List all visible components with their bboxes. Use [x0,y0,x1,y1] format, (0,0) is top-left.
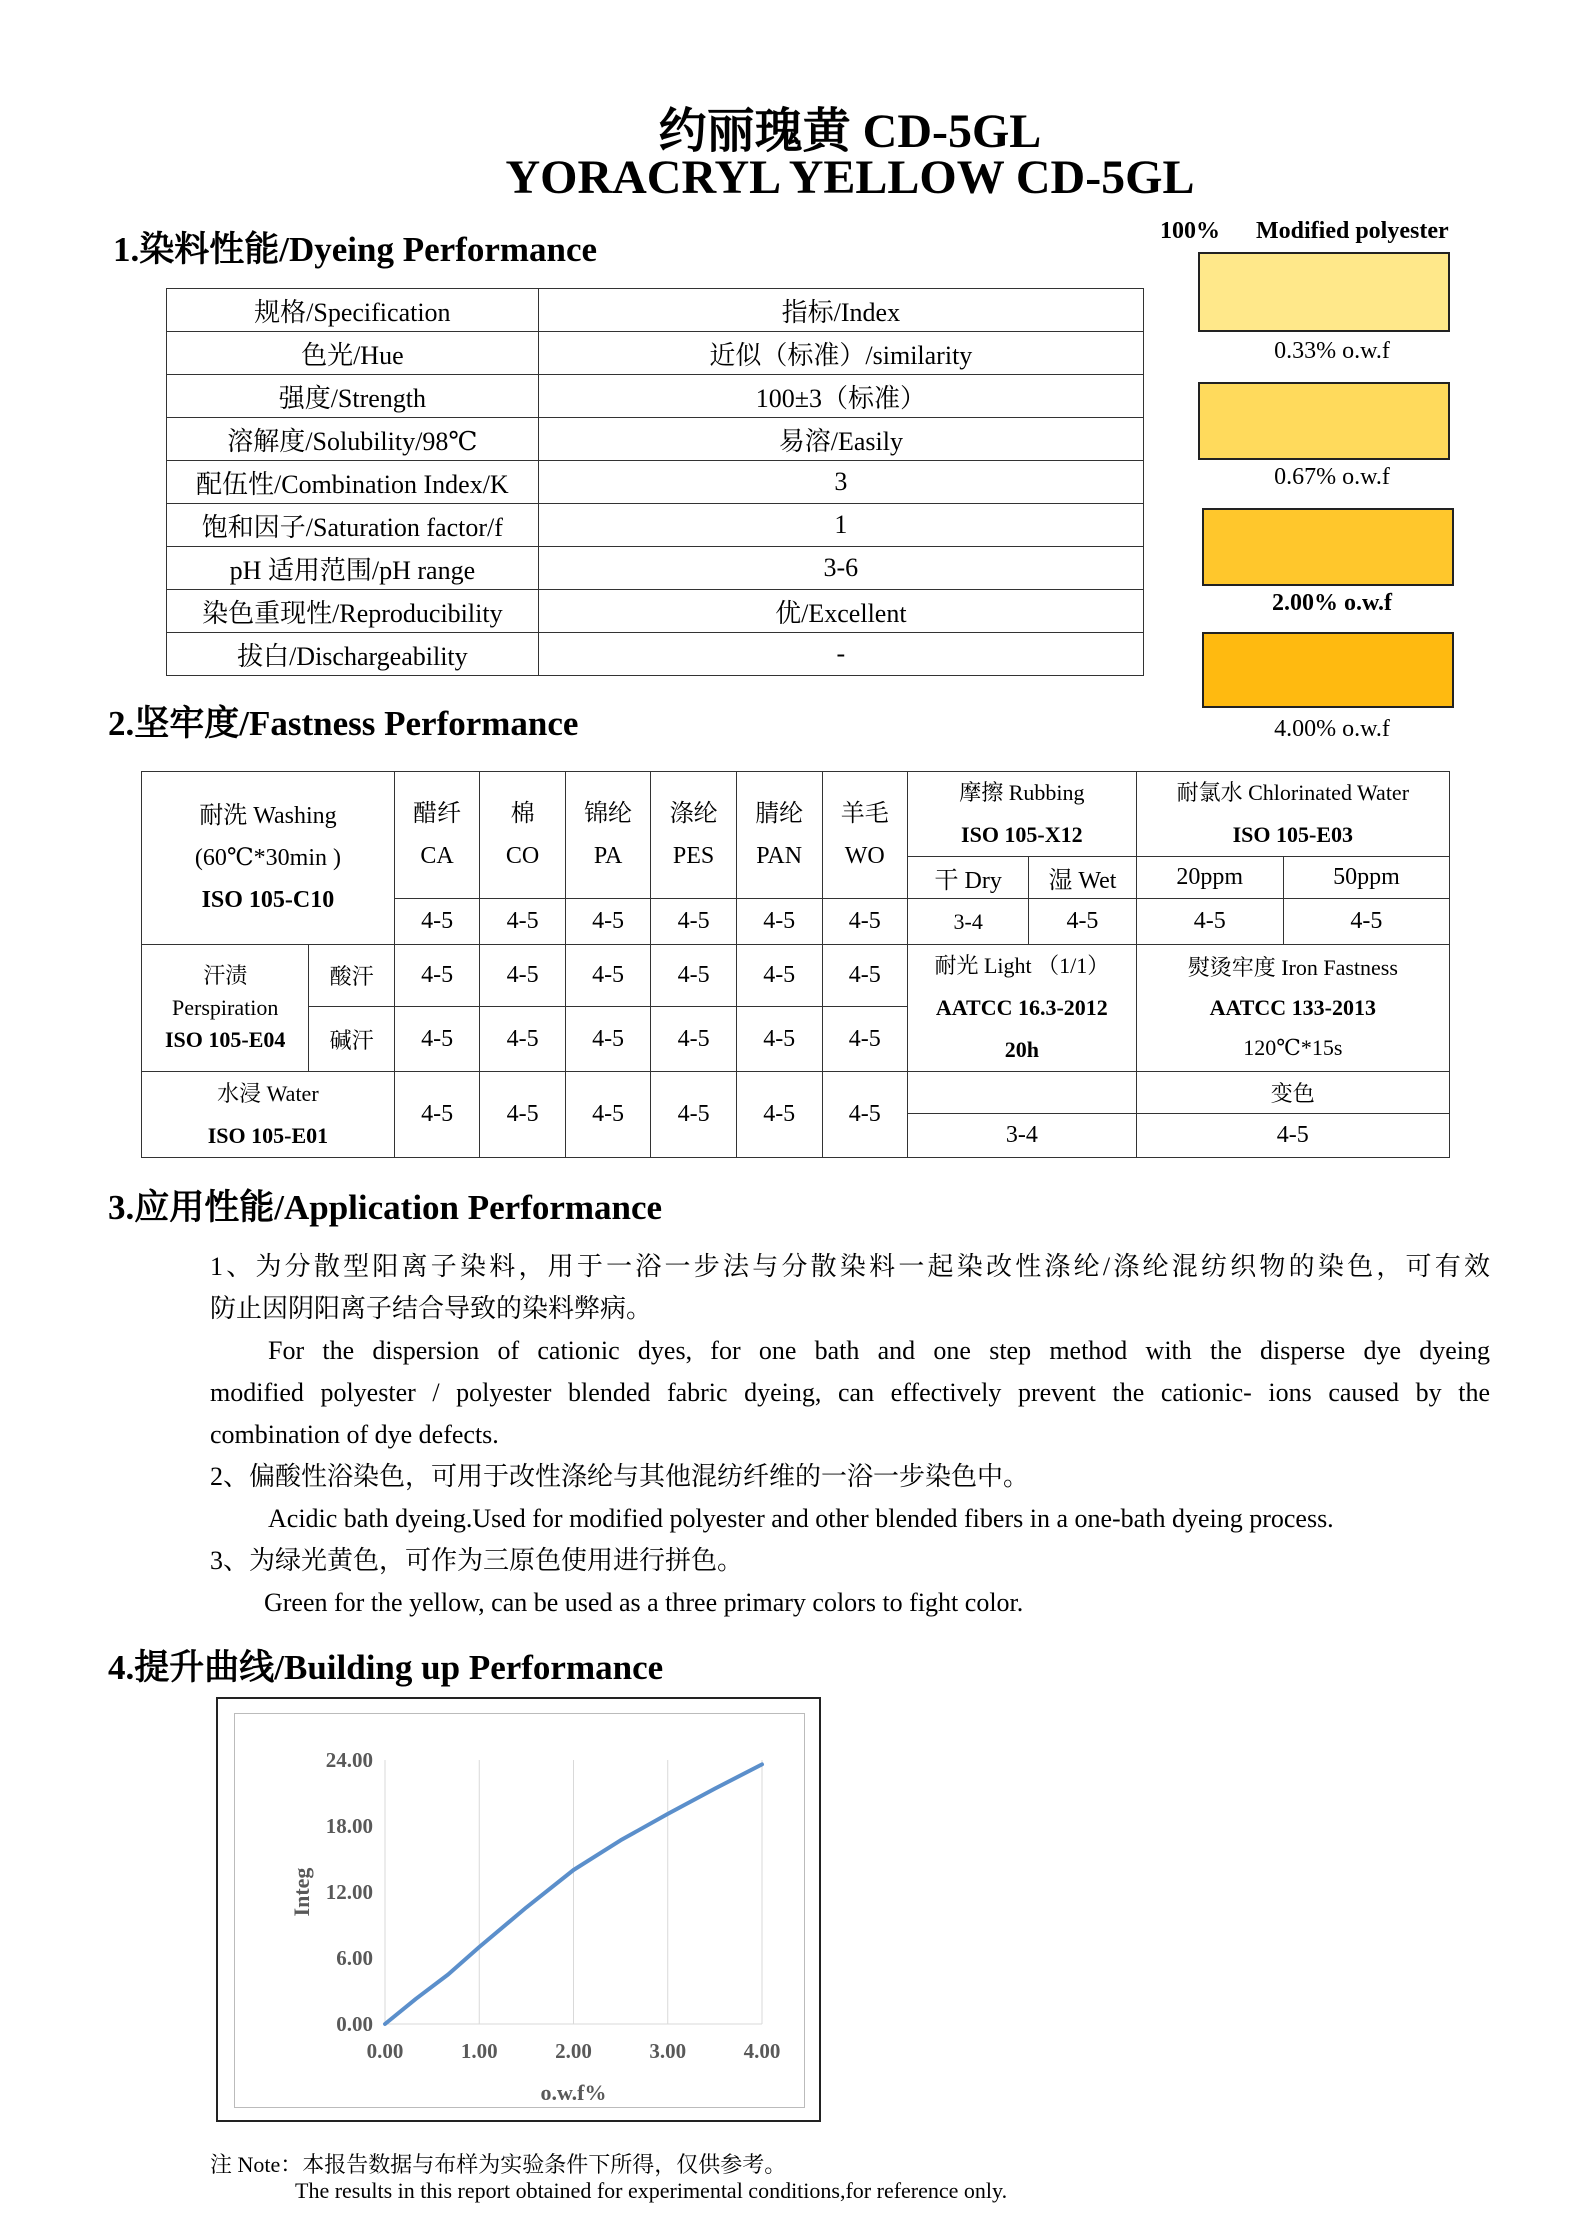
perspiration-standard: ISO 105-E04 [165,1027,286,1052]
swatch-label: 0.33% o.w.f [1274,338,1390,364]
perspiration-label-en: Perspiration [172,995,279,1020]
table-row [167,418,1144,461]
rubbing-standard: ISO 105-X12 [961,822,1083,847]
iron-value: 4-5 [1136,1114,1449,1158]
washing-condition: (60℃*30min ) [194,845,341,871]
x-axis-label: o.w.f% [540,2080,607,2105]
fiber-cn: 涤纶 [669,801,718,827]
chlorinated-50ppm-value: 4-5 [1283,899,1449,945]
table-row [167,332,1144,375]
table-row [167,504,1144,547]
chlorinated-header [1136,772,1449,857]
rubbing-wet-label: 湿 Wet [1029,857,1136,899]
title-en: YORACRYL YELLOW CD-5GL [505,151,1195,204]
table-cell: - [538,633,1143,676]
swatch-header-pct: 100% [1160,218,1220,244]
fiber-cn: 醋纤 [413,801,462,827]
washing-label: 耐洗 Washing [199,803,337,829]
fiber-en: PA [593,843,623,869]
table-cell: 色光/Hue [167,332,539,375]
table-cell: pH 适用范围/pH range [167,547,539,590]
table-cell: 拔白/Dischargeability [167,633,539,676]
y-tick-label: 6.00 [336,1946,373,1970]
fiber-en: PES [672,843,715,869]
alkali-label: 碱汗 [309,1007,394,1072]
alkali-value: 4-5 [822,1007,908,1072]
app-p3-cn: 3、为绿光黄色，可作为三原色使用进行拼色。 [210,1546,744,1575]
water-value: 4-5 [394,1072,480,1158]
app-p1-cn-line2: 防止因阴阳离子结合导致的染料弊病。 [210,1294,653,1323]
water-value: 4-5 [651,1072,737,1158]
fiber-header [394,772,480,899]
washing-value: 4-5 [394,899,480,945]
table-cell: 100±3（标准） [538,375,1143,418]
water-value: 4-5 [736,1072,822,1158]
iron-label: 熨烫牢度 Iron Fastness [1187,955,1398,980]
water-label-cell [142,1072,395,1158]
acid-value: 4-5 [651,945,737,1007]
washing-label-cell [142,772,395,945]
section-1-heading: 1.染料性能/Dyeing Performance [113,230,598,269]
chart-plot-area [234,1713,805,2108]
alkali-value: 4-5 [651,1007,737,1072]
note-en: The results in this report obtained for experimental conditions,for reference only. [295,2178,1008,2203]
color-swatch [1202,508,1454,586]
perspiration-label-cn: 汗渍 [203,963,248,988]
y-tick-label: 12.00 [325,1880,373,1904]
iron-standard: AATCC 133-2013 [1209,995,1377,1020]
rubbing-header [908,772,1137,857]
table-row [167,461,1144,504]
rubbing-dry-value: 3-4 [908,899,1029,945]
fiber-cn: 羊毛 [840,801,889,827]
chlorinated-50ppm-label: 50ppm [1283,857,1449,899]
table-cell: 易溶/Easily [538,418,1143,461]
table-cell: 3 [538,461,1143,504]
light-standard: AATCC 16.3-2012 [935,995,1108,1020]
light-spacer [908,1072,1137,1114]
table-header-cell: 规格/Specification [167,289,539,332]
building-up-chart [235,1714,804,2107]
y-tick-label: 0.00 [336,2012,373,2036]
chlorinated-20ppm-label: 20ppm [1136,857,1283,899]
table-row [167,547,1144,590]
alkali-value: 4-5 [394,1007,480,1072]
iron-condition: 120℃*15s [1243,1035,1343,1060]
light-value: 3-4 [908,1114,1137,1158]
iron-change-label: 变色 [1136,1072,1449,1114]
acid-value: 4-5 [736,945,822,1007]
rubbing-dry-label: 干 Dry [908,857,1029,899]
swatch-header-fiber: Modified polyester [1256,218,1449,244]
y-axis-label: Integ [289,1867,314,1917]
fiber-en: PAN [756,843,803,869]
washing-value: 4-5 [480,899,566,945]
x-tick-label: 4.00 [743,2039,781,2063]
table-row [167,375,1144,418]
app-p1-en-line2: modified polyester / polyester blended fabric dyeing, can effectively prevent the cationic- ions caused by the [210,1378,1490,1407]
app-p2-cn: 2、偏酸性浴染色，可用于改性涤纶与其他混纺纤维的一浴一步染色中。 [210,1462,1030,1491]
table-cell: 配伍性/Combination Index/K [167,461,539,504]
fiber-header [565,772,650,899]
fiber-header [822,772,908,899]
title-cn: 约丽瑰黄 CD-5GL [658,105,1042,158]
x-tick-label: 0.00 [366,2039,404,2063]
dyeing-performance-table [166,288,1144,676]
washing-value: 4-5 [736,899,822,945]
y-tick-label: 18.00 [325,1814,373,1838]
swatch-label: 4.00% o.w.f [1274,716,1390,742]
table-row [167,590,1144,633]
alkali-value: 4-5 [565,1007,650,1072]
fiber-en: WO [844,843,885,869]
acid-value: 4-5 [480,945,566,1007]
table-cell: 近似（标准）/similarity [538,332,1143,375]
water-value: 4-5 [822,1072,908,1158]
chart-frame [216,1697,821,2122]
color-swatch [1202,632,1454,708]
chlorinated-label: 耐氯水 Chlorinated Water [1176,780,1410,805]
rubbing-wet-value: 4-5 [1029,899,1136,945]
iron-label-cell [1136,945,1449,1072]
fiber-en: CA [420,843,454,869]
table-cell: 饱和因子/Saturation factor/f [167,504,539,547]
washing-value: 4-5 [651,899,737,945]
application-text [210,1246,1490,1624]
section-2-heading: 2.坚牢度/Fastness Performance [108,704,579,743]
perspiration-label-cell [142,945,309,1072]
app-p1-en-line3: combination of dye defects. [210,1420,499,1449]
fiber-en: CO [505,843,540,869]
chlorinated-standard: ISO 105-E03 [1232,822,1354,847]
table-cell: 溶解度/Solubility/98℃ [167,418,539,461]
table-cell: 染色重现性/Reproducibility [167,590,539,633]
fastness-table [141,771,1450,1158]
washing-value: 4-5 [822,899,908,945]
note-cn: 注 Note：本报告数据与布样为实验条件下所得，仅供参考。 [210,2152,787,2177]
x-tick-label: 3.00 [649,2039,687,2063]
alkali-value: 4-5 [736,1007,822,1072]
washing-value: 4-5 [565,899,650,945]
fiber-header [736,772,822,899]
washing-standard: ISO 105-C10 [201,887,335,913]
water-standard: ISO 105-E01 [207,1122,329,1148]
app-p1-en-line1: For the dispersion of cationic dyes, for one bath and one step method with the disperse dye dyeing [268,1336,1490,1365]
table-cell: 3-6 [538,547,1143,590]
table-cell: 强度/Strength [167,375,539,418]
app-p2-en: Acidic bath dyeing.Used for modified polyester and other blended fibers in a one-bath dyeing process. [268,1504,1334,1533]
water-value: 4-5 [480,1072,566,1158]
table-header-cell: 指标/Index [538,289,1143,332]
fiber-cn: 锦纶 [584,801,633,827]
rubbing-label: 摩擦 Rubbing [959,780,1085,805]
acid-value: 4-5 [822,945,908,1007]
acid-label: 酸汗 [309,945,394,1007]
y-tick-label: 24.00 [325,1748,373,1772]
table-header-row [167,289,1144,332]
acid-value: 4-5 [565,945,650,1007]
water-label: 水浸 Water [217,1080,319,1106]
water-value: 4-5 [565,1072,650,1158]
fiber-cn: 腈纶 [755,801,804,827]
alkali-value: 4-5 [480,1007,566,1072]
app-p3-en: Green for the yellow, can be used as a three primary colors to fight color. [264,1588,1024,1617]
light-label-cell [908,945,1137,1072]
light-label: 耐光 Light （1/1） [934,953,1110,978]
chlorinated-20ppm-value: 4-5 [1136,899,1283,945]
light-duration: 20h [1004,1037,1039,1062]
fiber-header [480,772,566,899]
x-tick-label: 1.00 [460,2039,498,2063]
swatch-label: 0.67% o.w.f [1274,464,1390,490]
fiber-header [651,772,737,899]
section-4-heading: 4.提升曲线/Building up Performance [108,1648,664,1687]
x-tick-label: 2.00 [555,2039,592,2063]
table-cell: 1 [538,504,1143,547]
section-3-heading: 3.应用性能/Application Performance [108,1188,663,1227]
app-p1-cn-line1: 1、为分散型阳离子染料，用于一浴一步法与分散染料一起染改性涤纶/涤纶混纺织物的染色，可有效 [210,1252,1490,1281]
table-row [167,633,1144,676]
color-swatch [1198,382,1450,460]
swatch-label: 2.00% o.w.f [1272,590,1392,616]
color-swatch [1198,252,1450,332]
acid-value: 4-5 [394,945,480,1007]
table-cell: 优/Excellent [538,590,1143,633]
fiber-cn: 棉 [510,801,535,827]
